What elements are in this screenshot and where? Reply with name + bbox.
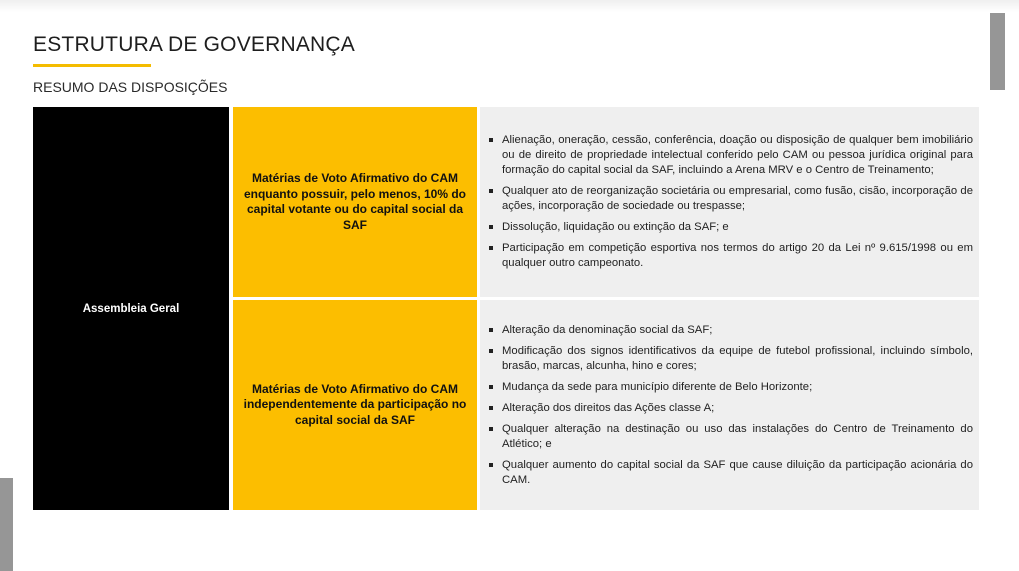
top-shadow-decoration xyxy=(0,0,1019,12)
list-item: Qualquer alteração na destinação ou uso das instalações do Centro de Treinamento do Atlético; e xyxy=(487,422,973,452)
governance-body-label: Assembleia Geral xyxy=(82,302,180,315)
category-cell-1 xyxy=(233,107,477,297)
list-item: Participação em competição esportiva nos termos do artigo 20 da Lei nº 9.615/1998 ou em qualquer outro campeonato. xyxy=(487,241,973,271)
left-grey-bar-decoration xyxy=(0,478,13,571)
page-subtitle: RESUMO DAS DISPOSIÇÕES xyxy=(33,79,228,95)
title-underline-accent xyxy=(33,64,151,67)
matters-cell-1 xyxy=(480,107,979,297)
list-item: Qualquer aumento do capital social da SAF que cause diluição da participação acionária do CAM. xyxy=(487,458,973,488)
category-label-2: Matérias de Voto Afirmativo do CAM independentemente da participação no capital social da SAF xyxy=(243,381,467,427)
list-item: Modificação dos signos identificativos da equipe de futebol profissional, incluindo símbolo, brasão, marcas, alcunha, hino e cores; xyxy=(487,344,973,374)
list-item: Mudança da sede para município diferente de Belo Horizonte; xyxy=(487,380,973,395)
governance-body-cell xyxy=(33,107,229,510)
list-item: Alienação, oneração, cessão, conferência, doação ou disposição de qualquer bem imobiliário ou de direito de propriedade intelectual conferido pelo CAM ou pessoa jurídica original para formação do capital social da SAF, incluindo a Arena MRV e o Centro de Treinamento; xyxy=(487,133,973,178)
page-title: ESTRUTURA DE GOVERNANÇA xyxy=(33,33,355,56)
matters-cell-2 xyxy=(480,300,979,510)
list-item: Qualquer ato de reorganização societária ou empresarial, como fusão, cisão, incorporação de ações, incorporação de sociedade ou trespasse; xyxy=(487,184,973,214)
list-item: Dissolução, liquidação ou extinção da SAF; e xyxy=(487,220,973,235)
category-label-1: Matérias de Voto Afirmativo do CAM enquanto possuir, pelo menos, 10% do capital votante ou do capital social da SAF xyxy=(243,171,467,232)
list-item: Alteração dos direitos das Ações classe A; xyxy=(487,401,973,416)
category-cell-2 xyxy=(233,300,477,510)
matters-list-1 xyxy=(487,133,973,271)
right-grey-bar-decoration xyxy=(990,13,1005,90)
list-item: Alteração da denominação social da SAF; xyxy=(487,323,973,338)
matters-list-2 xyxy=(487,323,973,488)
